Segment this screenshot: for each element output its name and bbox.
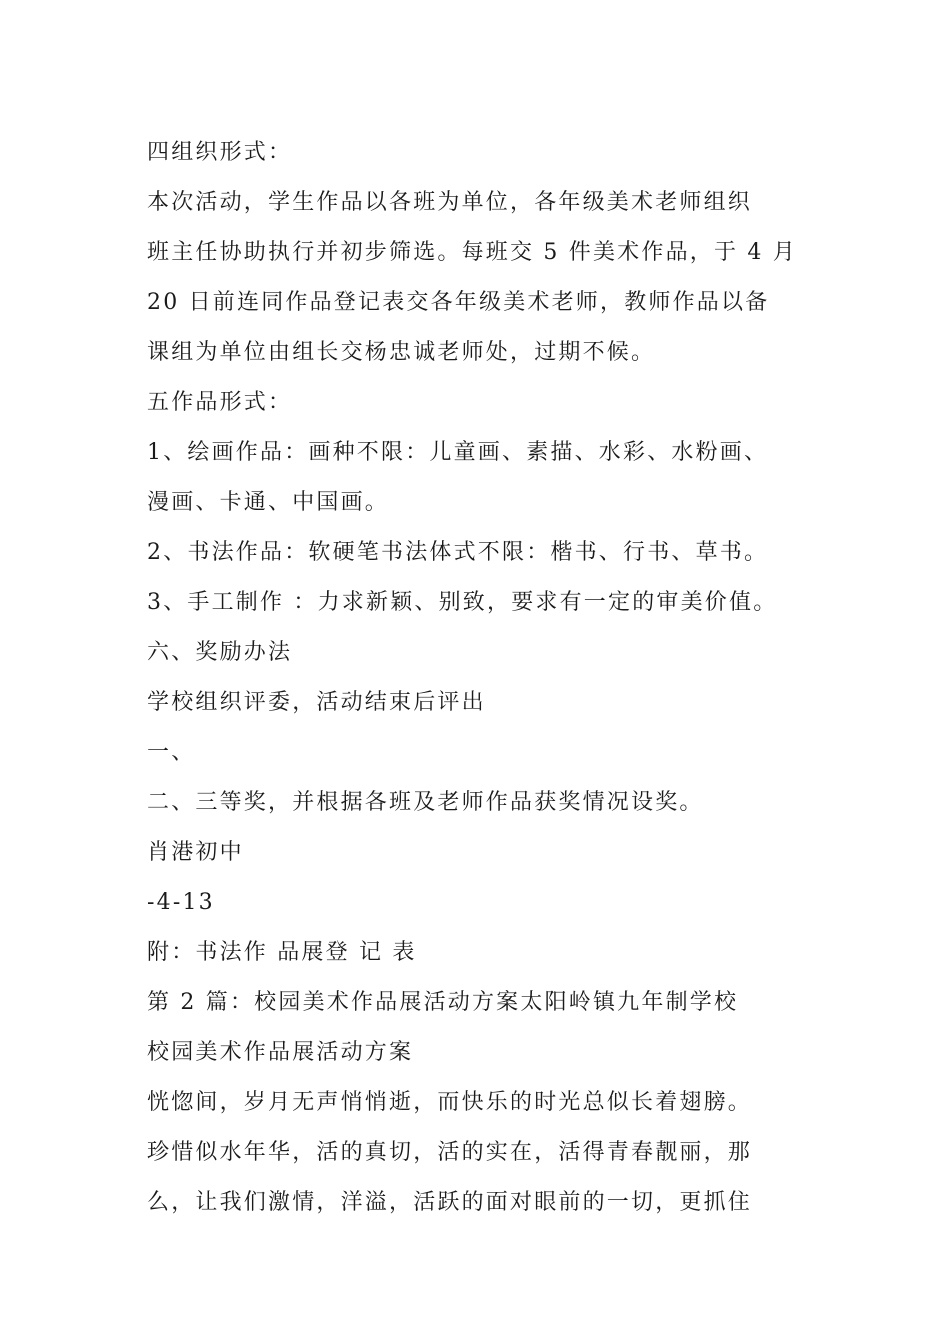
text-line: 恍惚间，岁月无声悄悄逝，而快乐的时光总似长着翅膀。 (147, 1090, 753, 1115)
text-line: 2、书法作品：软硬笔书法体式不限：楷书、行书、草书。 (147, 540, 769, 565)
text-line: 么，让我们激情，洋溢，活跃的面对眼前的一切，更抓住 (147, 1190, 753, 1215)
text-line: 本次活动，学生作品以各班为单位，各年级美术老师组织 (147, 190, 753, 215)
text-line: 学校组织评委，活动结束后评出 (147, 690, 486, 715)
section-heading-rewards: 六、奖励办法 (147, 640, 293, 665)
text-line: 二、三等奖，并根据各班及老师作品获奖情况设奖。 (147, 790, 704, 815)
text-line: 漫画、卡通、中国画。 (147, 490, 390, 515)
date-line: -4-13 (147, 890, 215, 915)
text-line: 班主任协助执行并初步筛选。每班交 5 件美术作品，于 4 月 (147, 240, 797, 265)
text-line: 3、手工制作 ：力求新颖、别致，要求有一定的审美价值。 (147, 590, 778, 615)
text-line: 1、绘画作品：画种不限：儿童画、素描、水彩、水粉画、 (147, 440, 769, 465)
chapter-heading: 第 2 篇：校园美术作品展活动方案太阳岭镇九年制学校 (147, 990, 739, 1015)
text-line: 珍惜似水年华，活的真切，活的实在，活得青春靓丽，那 (147, 1140, 753, 1165)
text-line: 课组为单位由组长交杨忠诚老师处，过期不候。 (147, 340, 656, 365)
school-name: 肖港初中 (147, 840, 244, 865)
appendix-line: 附：书法作 品展登 记 表 (147, 940, 417, 965)
text-line: 一、 (147, 740, 196, 765)
section-heading-organization: 四组织形式： (147, 140, 293, 165)
text-line: 20 日前连同作品登记表交各年级美术老师，教师作品以备 (147, 290, 770, 315)
section-heading-work-forms: 五作品形式： (147, 390, 293, 415)
plan-title: 校园美术作品展活动方案 (147, 1040, 414, 1065)
